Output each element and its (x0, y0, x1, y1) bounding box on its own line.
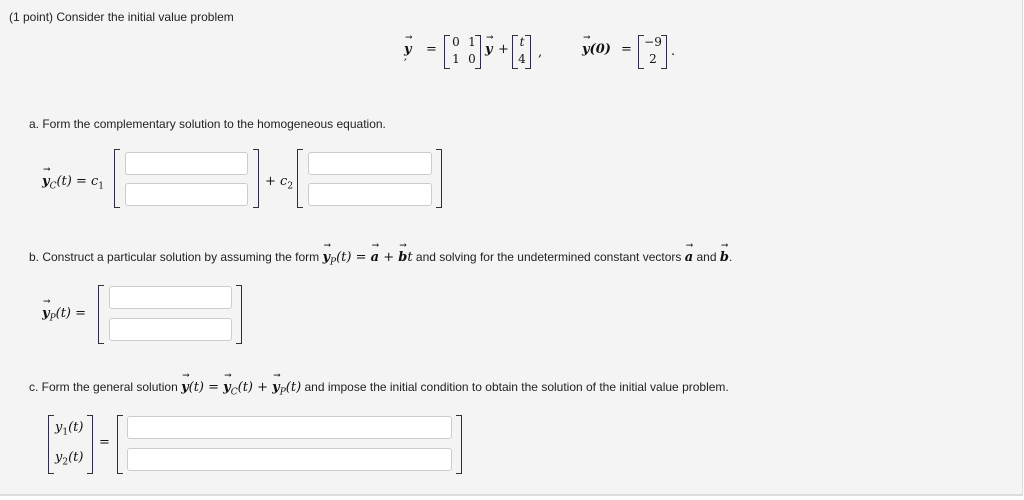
part-b-prompt: b. Construct a particular solution by assuming the form → $y_P(t)$ = → a + → bt and solving for the undetermined constant vectors → a and → b. (29, 250, 732, 268)
part-a-v2-right-bracket (436, 149, 442, 208)
part-a-v2-left-bracket (297, 149, 303, 208)
part-b-top-input[interactable] (109, 286, 232, 309)
part-a-vector2-bottom-input[interactable] (308, 183, 432, 206)
part-b-right-bracket (236, 285, 242, 344)
part-a-v1-left-bracket (114, 149, 120, 208)
part-a-v1-right-bracket (253, 149, 259, 208)
y-vector: → y (404, 42, 412, 57)
part-a-vector1-bottom-input[interactable] (125, 183, 248, 206)
part-c-rhs-left-bracket (117, 415, 123, 474)
problem-panel: (1 point) Consider the initial value problem → y′ = 0 1 1 0 → y + t 4 , → y(0) = −9 2 . a. Form the complementary solution to the homogeneous equation. → $y_C(t) = c_1$ + $c_2$ b. Construct a particular solution by assuming the form → $y_P(t)$ = → a + → bt and solving for the undetermined constant vectors → a and → b. → $y_P(t)$ = c. Form the general solution → y(t) = → $y_C(t)$ + → $y_P(t)$ and impose the initial condition to obtain the solution of the initial value problem. $y_1(t)$ $y_2(t)$ = (0, 0, 1023, 496)
part-a-vector2-top-input[interactable] (308, 152, 432, 175)
ic-right-bracket (661, 35, 667, 69)
part-c-rhs-right-bracket (456, 415, 462, 474)
part-a-c2-term: + $c_2$ (265, 174, 294, 192)
part-a-lhs: → $y_C(t) = c_1$ (42, 174, 104, 192)
part-b-bottom-input[interactable] (109, 318, 232, 341)
part-c-lhs-left-bracket (48, 415, 54, 474)
problem-header: (1 point) Consider the initial value problem (9, 10, 234, 24)
part-c-prompt: c. Form the general solution → y(t) = → $y_C(t)$ + → $y_P(t)$ and impose the initial condition to obtain the solution of the initial value problem. (29, 380, 729, 398)
part-c-y2-input[interactable] (127, 448, 452, 471)
part-c-lhs-right-bracket (87, 415, 93, 474)
forcing-right-bracket (525, 35, 531, 69)
part-a-vector1-top-input[interactable] (125, 152, 248, 175)
part-c-y1: $y_1(t)$ (55, 420, 84, 438)
part-c-y1-input[interactable] (127, 416, 452, 439)
matrix-right-bracket (475, 35, 481, 69)
part-b-left-bracket (98, 285, 104, 344)
part-a-prompt: a. Form the complementary solution to the homogeneous equation. (29, 117, 386, 131)
part-b-lhs: → $y_P(t)$ = (42, 306, 86, 324)
part-c-y2: $y_2(t)$ (55, 450, 84, 468)
part-c-equals: = (99, 435, 110, 450)
